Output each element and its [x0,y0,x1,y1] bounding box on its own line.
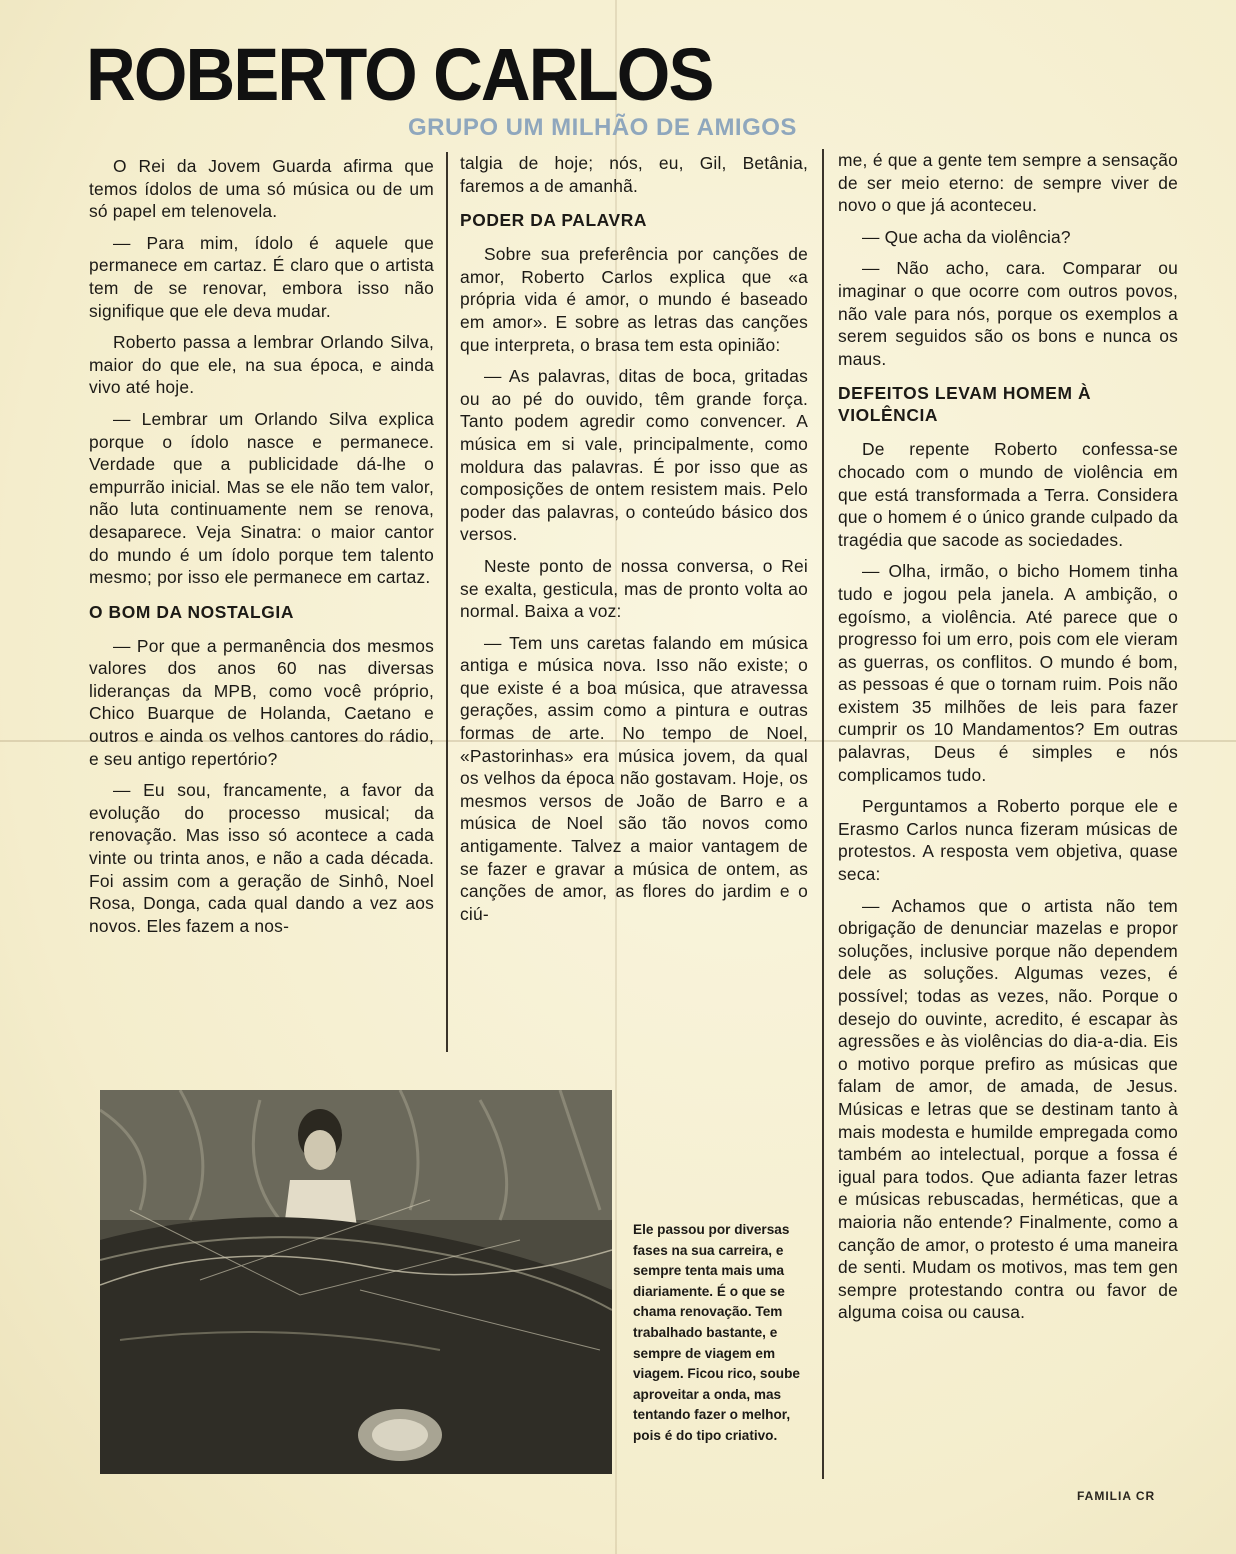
text-column-3 [838,149,1178,1333]
paragraph: — Olha, irmão, o bicho Homem tinha tudo e jogou pela janela. A ambição, o egoísmo, a violência. Até parece que o progresso foi um erro, pois com ele vieram as guerras, os conflitos. O mundo é bom, as pessoas é que o tornam ruim. Pois não existem 35 milhões de leis para fazer cumprir os 10 Mandamentos? Em outras palavras, Deus é simples e nós complicamos tudo. [838,561,1178,785]
column-rule [822,149,824,1479]
paragraph: — Para mim, ídolo é aquele que permanece em cartaz. É claro que o artista tem de se renovar, embora isso não signifique que ele deva mudar. [89,232,434,321]
paragraph: me, é que a gente tem sempre a sensação de ser meio eterno: de sempre viver de novo o que já aconteceu. [838,150,1178,216]
section-heading: O BOM DA NOSTALGIA [89,601,294,622]
paragraph: — Achamos que o artista não tem obrigação de denunciar mazelas e propor soluções, inclusive porque não dependem dele as soluções. Algumas vezes, é possível; todas as vezes, não. Porque o desejo do ouvinte, acredito, é escapar às agressões e às violências do dia-a-dia. Eis o motivo porque prefiro as músicas que falam de amor, de amada, de Jesus. Músicas e letras que se destinam tanto à mais modesta e humilde empregada como também ao intelectual, porque a fossa é igual para todos. Que adianta fazer letras e músicas rebuscadas, herméticas, que a maioria não entende? Finalmente, como a canção de amor, o protesto é uma maneira de senti. Mudam os motivos, mas tem gen sempre protestando contra ou favor de alguma coisa ou causa. [838,895,1178,1323]
paragraph: — Tem uns caretas falando em música antiga e música nova. Isso não existe; o que existe é a boa música, que atravessa gerações, assim como a pintura e outras formas de arte. No tempo de Noel, «Pastorinhas» era música jovem, da qual os velhos da época não gostavam. Hoje, os mesmos versos de João de Barro e a música de Noel são tão novos como antigamente. Talvez a maior vantagem de se fazer e gravar a música de ontem, as canções de amor, as flores do jardim e o ciú- [460,632,808,924]
paragraph: talgia de hoje; nós, eu, Gil, Betânia, faremos a de amanhã. [460,153,808,196]
paragraph: — Eu sou, francamente, a favor da evolução do processo musical; da renovação. Mas isso só acontece a cada vinte ou trinta anos, e não a cada década. Foi assim com a geração de Sinhô, Noel Rosa, Donga, cada qual dando a vez aos novos. Eles fazem a nos- [89,780,434,936]
paragraph: Sobre sua preferência por canções de amor, Roberto Carlos explica que «a própria vida é amor, o mundo é baseado em amor». E sobre as letras das canções que interpreta, o brasa tem esta opinião: [460,244,808,355]
paragraph: O Rei da Jovem Guarda afirma que temos ídolos de uma só música ou de um só papel em telenovela. [89,156,434,222]
paragraph: — Que acha da violência? [862,226,1071,247]
paragraph: — Não acho, cara. Comparar ou imaginar o que ocorre com outros povos, não vale para nós, porque os exemplos a serem seguidos são os bons e nunca os maus. [838,258,1178,369]
section-heading: PODER DA PALAVRA [460,210,648,231]
text-column-1 [89,155,434,946]
paragraph: Neste ponto de nossa conversa, o Rei se exalta, gesticula, mas de pronto volta ao normal. Baixa a voz: [460,555,808,622]
page-footer: FAMILIA CR [1077,1489,1156,1503]
article-photo [100,1090,612,1474]
paragraph: — Lembrar um Orlando Silva explica porque o ídolo nasce e permanece. Verdade que a publicidade dá-lhe o empurrão inicial. Mas se ele não tem valor, não luta continuamente nem se renova, desaparece. Veja Sinatra: o maior cantor do mundo é um ídolo porque tem talento mesmo; por isso ele permanece em cartaz. [89,408,434,588]
photo-illustration [100,1090,612,1474]
section-heading: DEFEITOS LEVAM HOMEM À VIOLÊNCIA [838,383,1092,426]
paragraph: Perguntamos a Roberto porque ele e Erasmo Carlos nunca fizeram músicas de protestos. A resposta vem objetiva, quase seca: [838,796,1178,885]
paragraph: De repente Roberto confessa-se chocado com o mundo de violência em que está transformada a Terra. Considera que o homem é o único grande culpado da tragédia que sacode as sociedades. [838,439,1178,550]
photo-caption [633,1220,819,1447]
watermark-text: GRUPO UM MILHÃO DE AMIGOS [408,114,797,141]
caption-text: Ele passou por diversas fases na sua carreira, e sempre tenta mais uma diariamente. É o que se chama renovação. Tem trabalhado bastante, e sempre de viagem em viagem. Ficou rico, soube aproveitar a onda, mas tentando fazer o melhor, pois é do tipo criativo. [633,1222,800,1443]
article-title: ROBERTO CARLOS [86,33,713,116]
paragraph: — Por que a permanência dos mesmos valores dos anos 60 nas diversas lideranças da MPB, como você próprio, Chico Buarque de Holanda, Caetano e outros e ainda os velhos cantores do rádio, e seu antigo repertório? [89,635,434,769]
text-column-2 [460,152,808,934]
paragraph: Roberto passa a lembrar Orlando Silva, maior do que ele, na sua época, e ainda vivo até hoje. [89,332,434,398]
column-rule [446,152,448,1052]
paragraph: — As palavras, ditas de boca, gritadas ou ao pé do ouvido, têm grande força. Tanto podem agredir como convencer. A música em si vale, principalmente, como moldura das palavras. É por isso que as composições de ontem resistem mais. Pelo poder das palavras, o conteúdo básico dos versos. [460,366,808,545]
